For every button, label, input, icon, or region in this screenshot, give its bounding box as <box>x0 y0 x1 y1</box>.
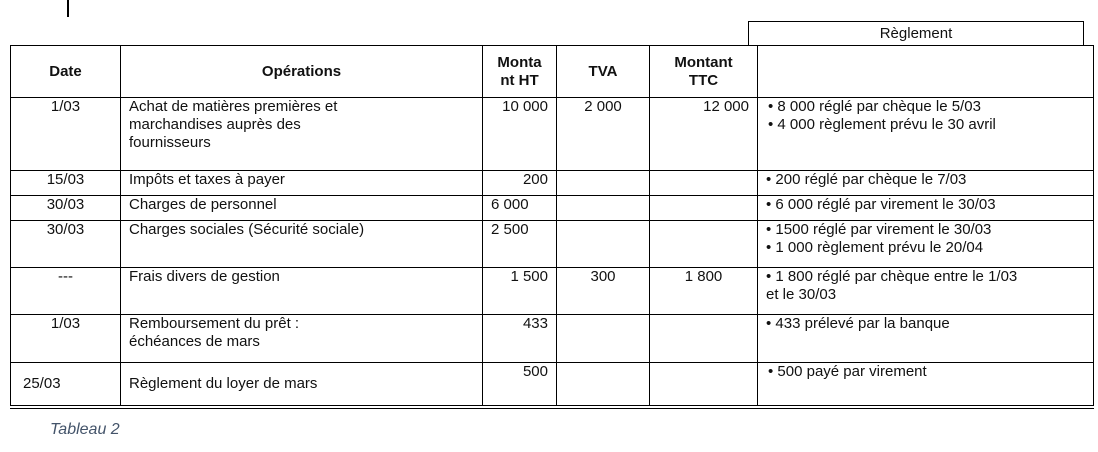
cell-operation: Charges sociales (Sécurité sociale) <box>121 221 483 268</box>
table-header-row <box>11 46 1094 98</box>
cell-reglement: • 8 000 réglé par chèque le 5/03 • 4 000 règlement prévu le 30 avril <box>758 98 1094 171</box>
cell-tva <box>557 221 650 268</box>
table-caption: Tableau 2 <box>50 421 120 438</box>
table-row <box>11 98 1094 171</box>
cell-date: 30/03 <box>11 196 121 221</box>
table-row <box>11 221 1094 268</box>
cell-operation: Frais divers de gestion <box>121 268 483 315</box>
table-row <box>11 315 1094 363</box>
cell-montant-ht: 6 000 <box>483 196 557 221</box>
reglement-group-header <box>748 21 1084 45</box>
cell-montant-ttc <box>650 363 758 407</box>
cell-montant-ht: 433 <box>483 315 557 363</box>
cell-reglement: • 200 réglé par chèque le 7/03 <box>758 171 1094 196</box>
cell-date: 1/03 <box>11 98 121 171</box>
cell-montant-ttc: 12 000 <box>650 98 758 171</box>
header-operations: Opérations <box>121 46 483 98</box>
cell-tva <box>557 171 650 196</box>
cell-montant-ht: 1 500 <box>483 268 557 315</box>
cell-montant-ttc <box>650 196 758 221</box>
cell-montant-ht: 10 000 <box>483 98 557 171</box>
operations-table <box>10 45 1094 409</box>
cell-tva: 300 <box>557 268 650 315</box>
cell-montant-ttc <box>650 315 758 363</box>
header-tva: TVA <box>557 46 650 98</box>
cell-operation: Achat de matières premières et marchandises auprès des fournisseurs <box>121 98 483 171</box>
cell-reglement: • 1 800 réglé par chèque entre le 1/03 et le 30/03 <box>758 268 1094 315</box>
cell-reglement: • 500 payé par virement <box>758 363 1094 407</box>
cell-date: 1/03 <box>11 315 121 363</box>
cell-montant-ttc <box>650 221 758 268</box>
cell-montant-ht: 2 500 <box>483 221 557 268</box>
cell-date: 25/03 <box>11 363 121 407</box>
table-row <box>11 196 1094 221</box>
cell-montant-ttc <box>650 171 758 196</box>
table-row <box>11 268 1094 315</box>
reglement-group-label: Règlement <box>879 25 953 42</box>
table-row <box>11 363 1094 407</box>
cell-operation: Charges de personnel <box>121 196 483 221</box>
cell-montant-ht: 200 <box>483 171 557 196</box>
cell-reglement: • 1500 réglé par virement le 30/03 • 1 000 règlement prévu le 20/04 <box>758 221 1094 268</box>
cell-operation: Règlement du loyer de mars <box>121 363 483 407</box>
cell-operation: Impôts et taxes à payer <box>121 171 483 196</box>
text-cursor <box>67 0 69 17</box>
cell-tva: 2 000 <box>557 98 650 171</box>
header-montant-ht: Monta nt HT <box>483 46 557 98</box>
cell-date: 15/03 <box>11 171 121 196</box>
cell-operation: Remboursement du prêt : échéances de mars <box>121 315 483 363</box>
cell-tva <box>557 196 650 221</box>
cell-montant-ttc: 1 800 <box>650 268 758 315</box>
header-montant-ttc: Montant TTC <box>650 46 758 98</box>
cell-reglement: • 6 000 réglé par virement le 30/03 <box>758 196 1094 221</box>
cell-date: 30/03 <box>11 221 121 268</box>
table-row <box>11 171 1094 196</box>
header-date: Date <box>11 46 121 98</box>
header-reglement <box>758 46 1094 98</box>
cell-montant-ht: 500 <box>483 363 557 407</box>
cell-tva <box>557 315 650 363</box>
cell-reglement: • 433 prélevé par la banque <box>758 315 1094 363</box>
cell-date: --- <box>11 268 121 315</box>
cell-tva <box>557 363 650 407</box>
